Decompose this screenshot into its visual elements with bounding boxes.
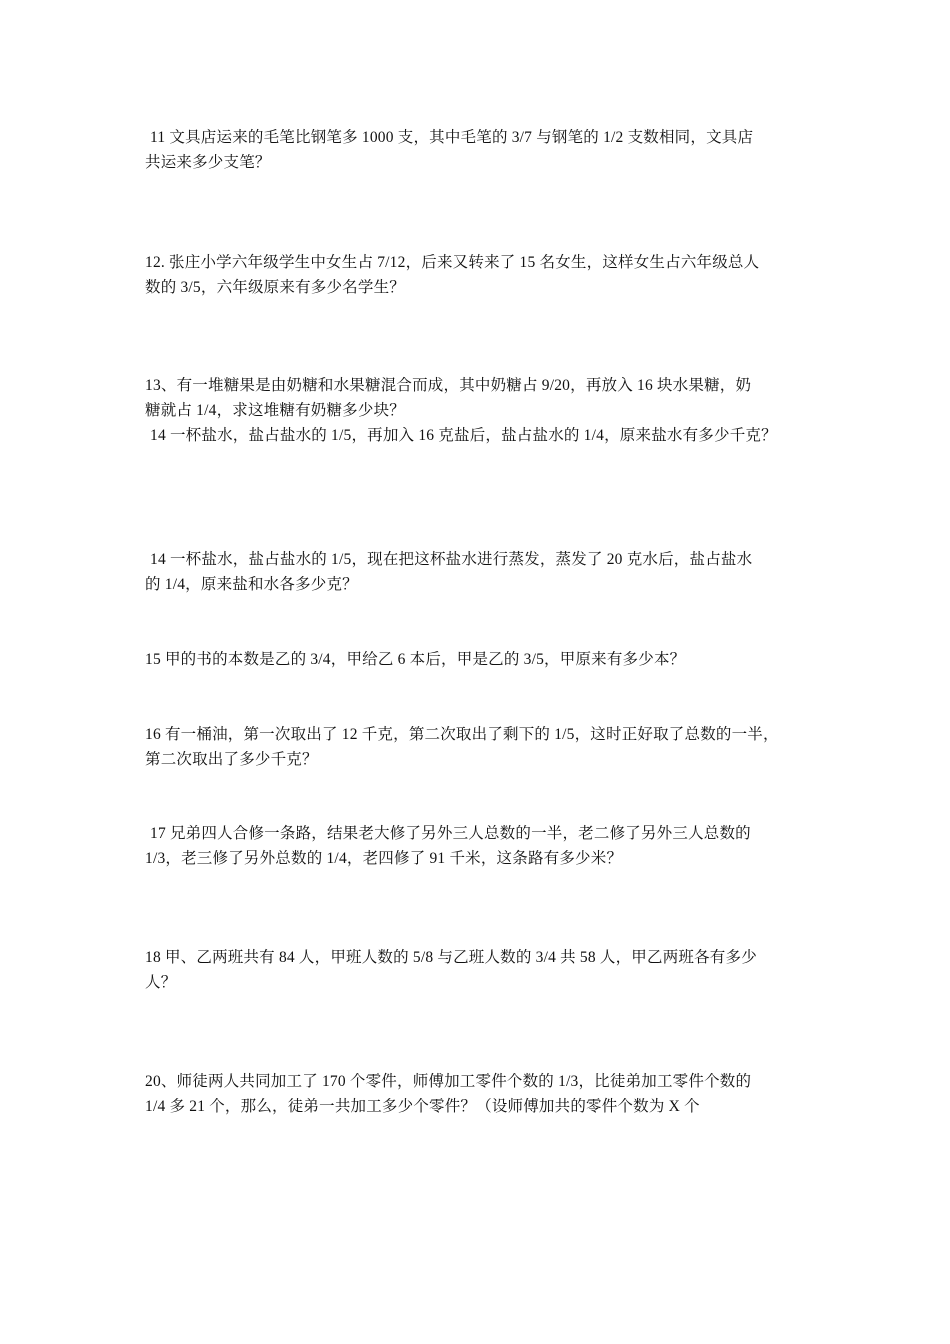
problem-line: 共运来多少支笔？ [145,154,271,171]
problem-line: 17 兄弟四人合修一条路，结果老大修了另外三人总数的一半，老二修了另外三人总数的 [150,825,751,842]
problem-line: 18 甲、乙两班共有 84 人，甲班人数的 5/8 与乙班人数的 3/4 共 58 人，甲乙两班各有多少 [145,949,757,966]
problem-line: 14 一杯盐水，盐占盐水的 1/5，再加入 16 克盐后，盐占盐水的 1/4，原来盐水有多少千克？ [150,427,777,444]
problem-line: 1/3，老三修了另外总数的 1/4，老四修了 91 千米，这条路有多少米？ [145,850,623,867]
problem-line: 12. 张庄小学六年级学生中女生占 7/12，后来又转来了 15 名女生，这样女生占六年级总人 [145,254,760,271]
problem-line: 糖就占 1/4，求这堆糖有奶糖多少块？ [145,402,405,419]
problem-line: 14 一杯盐水，盐占盐水的 1/5，现在把这杯盐水进行蒸发，蒸发了 20 克水后，盐占盐水 [150,551,753,568]
problem-line: 20、师徒两人共同加工了 170 个零件，师傅加工零件个数的 1/3，比徒弟加工零件个数的 [145,1073,752,1090]
problem-line: 第二次取出了多少千克？ [145,751,318,768]
problem-line: 1/4 多 21 个，那么，徒弟一共加工多少个零件？（设师傅加共的零件个数为 X 个 [145,1098,700,1115]
problem-line: 13、有一堆糖果是由奶糖和水果糖混合而成，其中奶糖占 9/20，再放入 16 块水果糖，奶 [145,377,752,394]
problem-line: 15 甲的书的本数是乙的 3/4，甲给乙 6 本后，甲是乙的 3/5，甲原来有多少本？ [145,651,686,668]
problem-line: 11 文具店运来的毛笔比钢笔多 1000 支，其中毛笔的 3/7 与钢笔的 1/2 支数相同，文具店 [150,129,754,146]
problem-line: 人？ [145,974,177,991]
problem-line: 的 1/4，原来盐和水各多少克？ [145,576,358,593]
problem-line: 数的 3/5，六年级原来有多少名学生？ [145,279,405,296]
problem-line: 16 有一桶油，第一次取出了 12 千克，第二次取出了剩下的 1/5，这时正好取了总数的一半， [145,726,779,743]
